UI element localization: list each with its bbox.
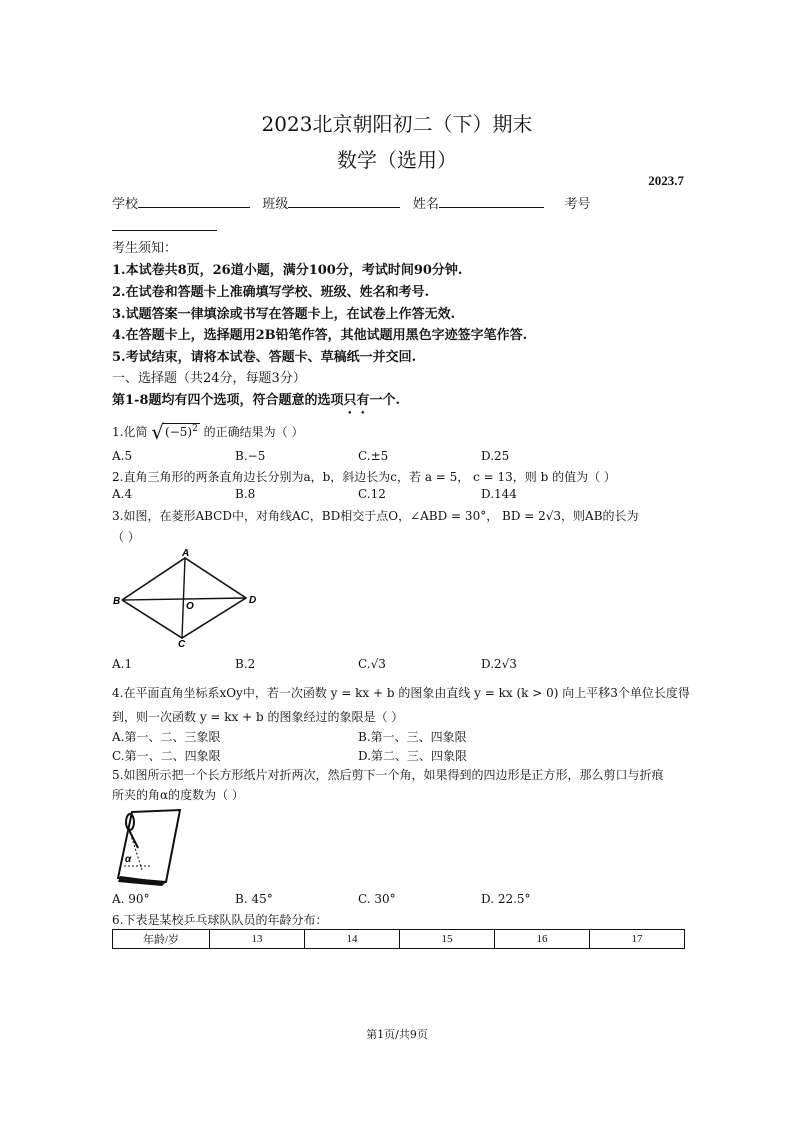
id-blank[interactable] (112, 230, 217, 231)
q3-stem-cont: （ ） (112, 530, 140, 544)
instruction-post: 一个. (369, 393, 401, 408)
label-o: O (186, 601, 194, 612)
notice-heading: 考生须知： (112, 241, 178, 256)
q1-option-d[interactable]: D.25 (481, 449, 510, 463)
label-d: D (249, 595, 257, 606)
q6-stem: 6.下表是某校乒乓球队队员的年龄分布： (112, 913, 328, 927)
age-table (112, 929, 685, 949)
scissors-blade (128, 828, 138, 848)
id-label: 考号 (564, 197, 591, 212)
q3-option-a[interactable]: A.1 (112, 657, 133, 671)
q1-radicand: $(-5)^2$ (165, 424, 198, 439)
angle-alpha-label: α (125, 854, 132, 865)
q4-option-a[interactable]: A.第一、二、三象限 (112, 730, 221, 744)
q1-option-c[interactable]: C.±5 (358, 449, 389, 463)
q5-option-a[interactable]: A. 90° (112, 892, 150, 906)
exam-title: 2023北京朝阳初二（下）期末 (261, 112, 533, 136)
q2-stem: 2.直角三角形的两条直角边长分别为a，b，斜边长为c，若 a = 5， c = 13，则 b 的值为（ ） (112, 470, 616, 484)
q4-stem: 4.在平面直角坐标系xOy中，若一次函数 y = kx + b 的图象由直线 y = kx (k > 0) 向上平移3个单位长度得 (112, 686, 690, 700)
notice-item: 4.在答题卡上，选择题用2B铅笔作答，其他试题用黑色字迹签字笔作答. (112, 328, 528, 343)
notice-item: 1.本试卷共8页，26道小题，满分100分，考试时间90分钟. (112, 263, 463, 278)
school-blank[interactable] (138, 195, 250, 208)
q3-option-b[interactable]: B.2 (235, 657, 256, 671)
table-cell: 13 (210, 930, 305, 949)
q5-stem: 5.如图所示把一个长方形纸片对折两次，然后剪下一个角，如果得到的四边形是正方形，那么剪口与折痕 (112, 768, 664, 782)
table-cell: 年龄/岁 (113, 930, 210, 949)
table-cell: 17 (590, 930, 685, 949)
name-label: 姓名 (412, 197, 439, 212)
q4-option-b[interactable]: B.第一、三、四象限 (358, 730, 467, 744)
section-instruction (112, 389, 400, 417)
q1-option-b[interactable]: B.−5 (235, 449, 266, 463)
q2-option-a[interactable]: A.4 (112, 487, 133, 501)
q4-option-d[interactable]: D.第二、三、四象限 (358, 749, 468, 763)
diagonal-ac (182, 558, 185, 638)
q2-option-d[interactable]: D.144 (481, 487, 517, 501)
folded-paper-figure (110, 806, 190, 888)
q2-option-b[interactable]: B.8 (235, 487, 256, 501)
info-fields (112, 193, 591, 212)
q3-option-d[interactable]: D.2√3 (481, 657, 517, 671)
exam-date: 2023.7 (648, 173, 684, 188)
q1-pre: 1.化简 (112, 425, 148, 439)
page-footer: 第1页/共9页 (366, 1028, 428, 1041)
notice-item: 5.考试结束，请将本试卷、答题卡、草稿纸一并交回. (112, 350, 417, 365)
rhombus-figure (110, 548, 270, 648)
notice-item: 3.试题答案一律填涂或书写在答题卡上，在试卷上作答无效. (112, 307, 456, 322)
table-row (113, 930, 685, 949)
instruction-emphasis: 只有 (343, 393, 370, 408)
q3-stem: 3.如图，在菱形ABCD中，对角线AC，BD相交于点O，∠ABD = 30°， BD = 2√3，则AB的长为 (112, 509, 639, 523)
instruction-pre: 第1-8题均有四个选项，符合题意的选项 (112, 393, 344, 408)
radical-sign: √ (151, 420, 165, 444)
q5-stem-cont: 所夹的角α的度数为（ ） (112, 788, 244, 802)
table-cell: 16 (495, 930, 590, 949)
q4-option-c[interactable]: C.第一、二、四象限 (112, 749, 221, 763)
q3-option-c[interactable]: C.√3 (358, 657, 386, 671)
q5-option-b[interactable]: B. 45° (235, 892, 273, 906)
label-c: C (178, 639, 186, 648)
class-label: 班级 (262, 197, 289, 212)
table-cell: 14 (305, 930, 400, 949)
paper-outline (118, 810, 180, 882)
school-label: 学校 (112, 197, 139, 212)
q5-option-d[interactable]: D. 22.5° (481, 892, 531, 906)
exam-subtitle: 数学（选用） (337, 148, 457, 172)
name-blank[interactable] (439, 195, 544, 208)
class-blank[interactable] (288, 195, 400, 208)
table-cell: 15 (400, 930, 495, 949)
q1-post: 的正确结果为（ ） (203, 425, 304, 439)
q1-option-a[interactable]: A.5 (112, 449, 133, 463)
q1-stem (112, 420, 303, 444)
q4-stem-cont: 到，则一次函数 y = kx + b 的图象经过的象限是（ ） (112, 710, 404, 724)
section-heading: 一、选择题（共24分，每题3分） (112, 371, 306, 386)
notice-item: 2.在试卷和答题卡上准确填写学校、班级、姓名和考号. (112, 285, 430, 300)
label-b: B (113, 596, 121, 607)
q2-option-c[interactable]: C.12 (358, 487, 386, 501)
label-a: A (182, 548, 190, 559)
q5-option-c[interactable]: C. 30° (358, 892, 396, 906)
